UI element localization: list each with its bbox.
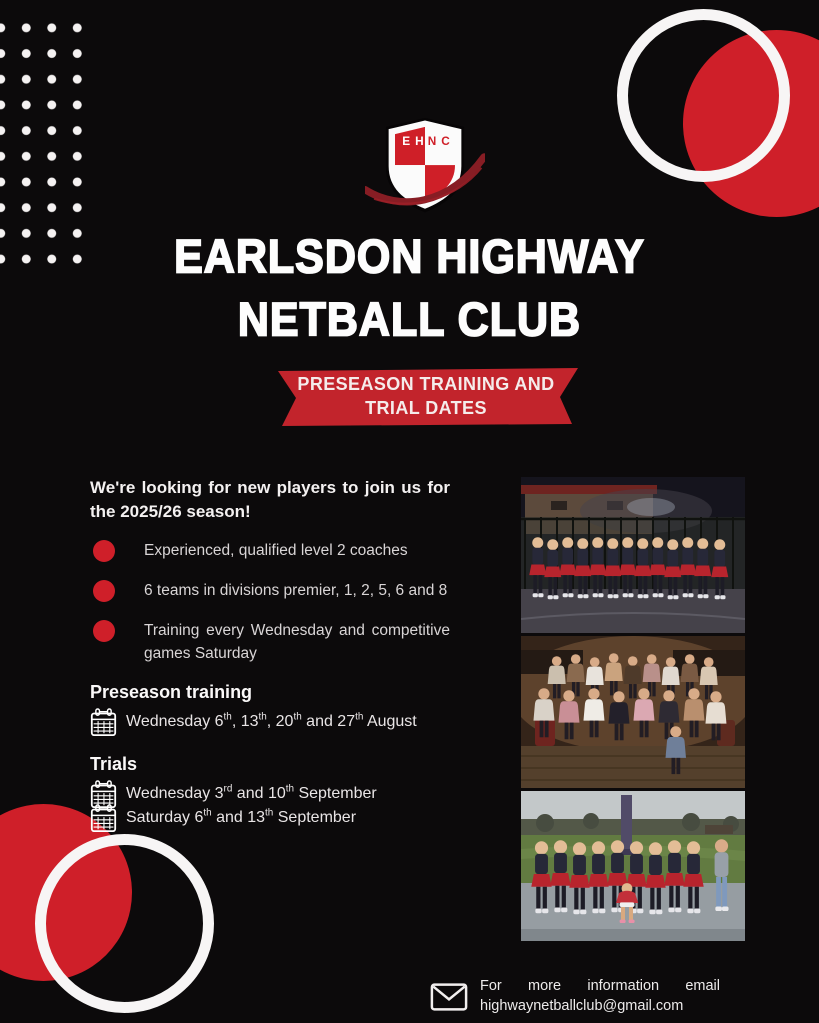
photo-club-social-group (521, 636, 745, 788)
contact-text: For more information email highwaynetballclub@gmail.com (480, 978, 720, 1015)
title-line-1: EARLSDON HIGHWAY (174, 230, 645, 284)
bullet-text: Training every Wednesday and competitive games Saturday (144, 622, 450, 663)
intro-text: We're looking for new players to join us for the 2025/26 season! (90, 478, 450, 522)
bullet-dot-icon (93, 580, 115, 602)
decor-white-ring-bottom-left (35, 834, 214, 1013)
bullet-item-teams (90, 579, 450, 602)
bullet-list (90, 539, 450, 666)
bullet-dot-icon (93, 540, 115, 562)
info-column (90, 476, 450, 835)
crest-monogram-left: EH (402, 134, 429, 149)
contact-block (430, 976, 720, 1017)
photo-gallery (521, 477, 745, 941)
preseason-heading: Preseason training (90, 681, 253, 702)
page-title (0, 226, 819, 352)
trials-heading: Trials (90, 753, 138, 774)
ribbon-banner (272, 368, 580, 426)
schedule-block (90, 681, 450, 833)
photo-night-training-team (521, 477, 745, 633)
trials-dates-1: Wednesday 3rd and 10th September (126, 783, 377, 803)
decor-white-ring-top-right (617, 9, 790, 182)
envelope-icon (430, 982, 468, 1012)
bullet-dot-icon (93, 620, 115, 642)
preseason-dates-row (90, 708, 450, 737)
calendar-icon (90, 708, 117, 737)
bullet-text: 6 teams in divisions premier, 1, 2, 5, 6 and 8 (144, 581, 448, 599)
bullet-item-coaches (90, 539, 450, 562)
bullet-item-training (90, 619, 450, 666)
trials-dates-2: Saturday 6th and 13th September (126, 807, 357, 827)
banner-line-2: TRIAL DATES (365, 398, 487, 418)
crest-monogram-right: NC (427, 134, 455, 149)
banner-line-1: PRESEASON TRAINING AND (297, 374, 555, 395)
photo-daytime-team (521, 791, 745, 941)
preseason-dates: Wednesday 6th, 13th, 20th and 27th August (126, 711, 417, 731)
club-crest-logo (365, 114, 485, 218)
banner-text (272, 368, 580, 426)
trials-dates-row-2 (90, 804, 450, 833)
shield-icon (365, 114, 485, 218)
calendar-icon (90, 804, 117, 833)
title-line-2: NETBALL CLUB (237, 293, 582, 347)
bullet-text: Experienced, qualified level 2 coaches (144, 541, 408, 559)
